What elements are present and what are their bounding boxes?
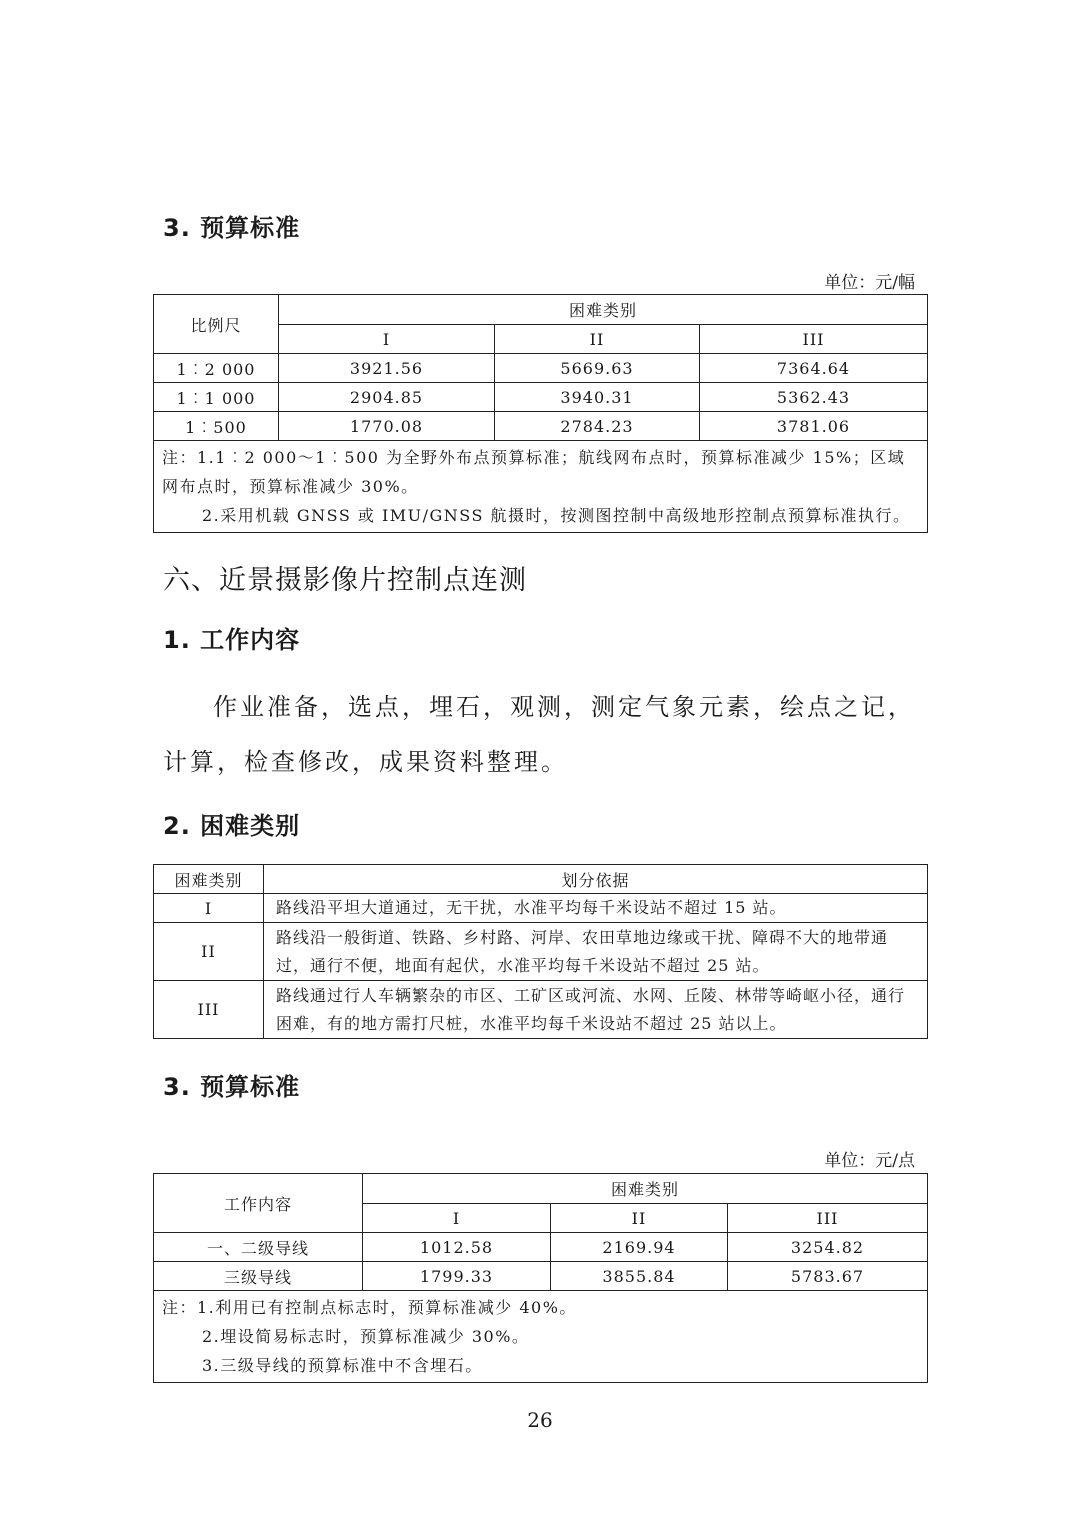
table-row [154, 412, 928, 441]
cell-value: 1799.33 [363, 1262, 551, 1291]
cell-value: 5783.67 [728, 1262, 928, 1291]
difficulty-level: I [154, 894, 264, 923]
table-row [154, 1233, 928, 1262]
section-heading-budget-1: 3. 预算标准 [163, 214, 301, 242]
cell-value: 1012.58 [363, 1233, 551, 1262]
unit-label-per-sheet: 单位：元/幅 [824, 273, 915, 293]
header-difficulty: 困难类别 [154, 865, 264, 894]
cell-value: 2169.94 [551, 1233, 728, 1262]
note-line: 2.埋设简易标志时，预算标准减少 30%。 [202, 1327, 530, 1346]
header-level-3: III [700, 325, 928, 354]
table-row [154, 354, 928, 383]
table-note [154, 441, 928, 533]
row-label: 一、二级导线 [154, 1233, 363, 1262]
table-row [154, 923, 928, 981]
table-note [154, 1291, 928, 1383]
unit-label-per-point: 单位：元/点 [824, 1151, 915, 1171]
difficulty-table [153, 864, 928, 1039]
header-criteria: 划分依据 [264, 865, 928, 894]
header-level-2: II [551, 1204, 728, 1233]
cell-value: 1770.08 [279, 412, 495, 441]
work-content-paragraph: 作业准备，选点，埋石，观测，测定气象元素，绘点之记，计算，检查修改，成果资料整理。 [163, 693, 915, 776]
section-heading-work: 1. 工作内容 [163, 626, 301, 654]
row-label: 1︰1 000 [154, 383, 279, 412]
header-level-2: II [495, 325, 700, 354]
budget-table-traverse [153, 1173, 928, 1383]
table-row [154, 894, 928, 923]
chapter-heading: 六、近景摄影像片控制点连测 [163, 565, 527, 596]
note-line: 2.采用机载 GNSS 或 IMU/GNSS 航摄时，按测图控制中高级地形控制点预算标准执行。 [202, 506, 911, 525]
row-label: 三级导线 [154, 1262, 363, 1291]
header-work-content: 工作内容 [154, 1174, 363, 1233]
table-row [154, 1262, 928, 1291]
table-row [154, 981, 928, 1039]
cell-value: 5362.43 [700, 383, 928, 412]
header-level-3: III [728, 1204, 928, 1233]
cell-value: 3254.82 [728, 1233, 928, 1262]
cell-value: 7364.64 [700, 354, 928, 383]
budget-table-scale [153, 294, 928, 533]
header-level-1: I [363, 1204, 551, 1233]
difficulty-level: III [154, 981, 264, 1039]
difficulty-level: II [154, 923, 264, 981]
note-line: 3.三级导线的预算标准中不含埋石。 [202, 1356, 483, 1375]
header-difficulty-group: 困难类别 [279, 295, 928, 325]
section-heading-difficulty: 2. 困难类别 [163, 812, 301, 840]
row-label: 1︰500 [154, 412, 279, 441]
difficulty-criteria: 路线通过行人车辆繁杂的市区、工矿区或河流、水网、丘陵、林带等崎岖小径，通行困难，有的地方需打尺桩，水准平均每千米设站不超过 25 站以上。 [264, 981, 928, 1039]
table-note-row [154, 441, 928, 533]
header-difficulty-group: 困难类别 [363, 1174, 928, 1204]
cell-value: 3855.84 [551, 1262, 728, 1291]
page-number: 26 [527, 1408, 553, 1432]
cell-value: 3781.06 [700, 412, 928, 441]
difficulty-criteria: 路线沿一般街道、铁路、乡村路、河岸、农田草地边缘或干扰、障碍不大的地带通过，通行不便，地面有起伏，水准平均每千米设站不超过 25 站。 [264, 923, 928, 981]
cell-value: 2784.23 [495, 412, 700, 441]
cell-value: 3921.56 [279, 354, 495, 383]
cell-value: 3940.31 [495, 383, 700, 412]
table-row [154, 383, 928, 412]
section-heading-budget-2: 3. 预算标准 [163, 1073, 301, 1101]
row-label: 1︰2 000 [154, 354, 279, 383]
cell-value: 5669.63 [495, 354, 700, 383]
note-line: 注：1.1︰2 000～1︰500 为全野外布点预算标准；航线网布点时，预算标准减少 15%；区域网布点时，预算标准减少 30%。 [162, 448, 906, 496]
note-line: 注：1.利用已有控制点标志时，预算标准减少 40%。 [162, 1298, 577, 1317]
header-level-1: I [279, 325, 495, 354]
cell-value: 2904.85 [279, 383, 495, 412]
difficulty-criteria: 路线沿平坦大道通过，无干扰，水准平均每千米设站不超过 15 站。 [264, 894, 928, 923]
header-scale: 比例尺 [154, 295, 279, 354]
table-note-row [154, 1291, 928, 1383]
